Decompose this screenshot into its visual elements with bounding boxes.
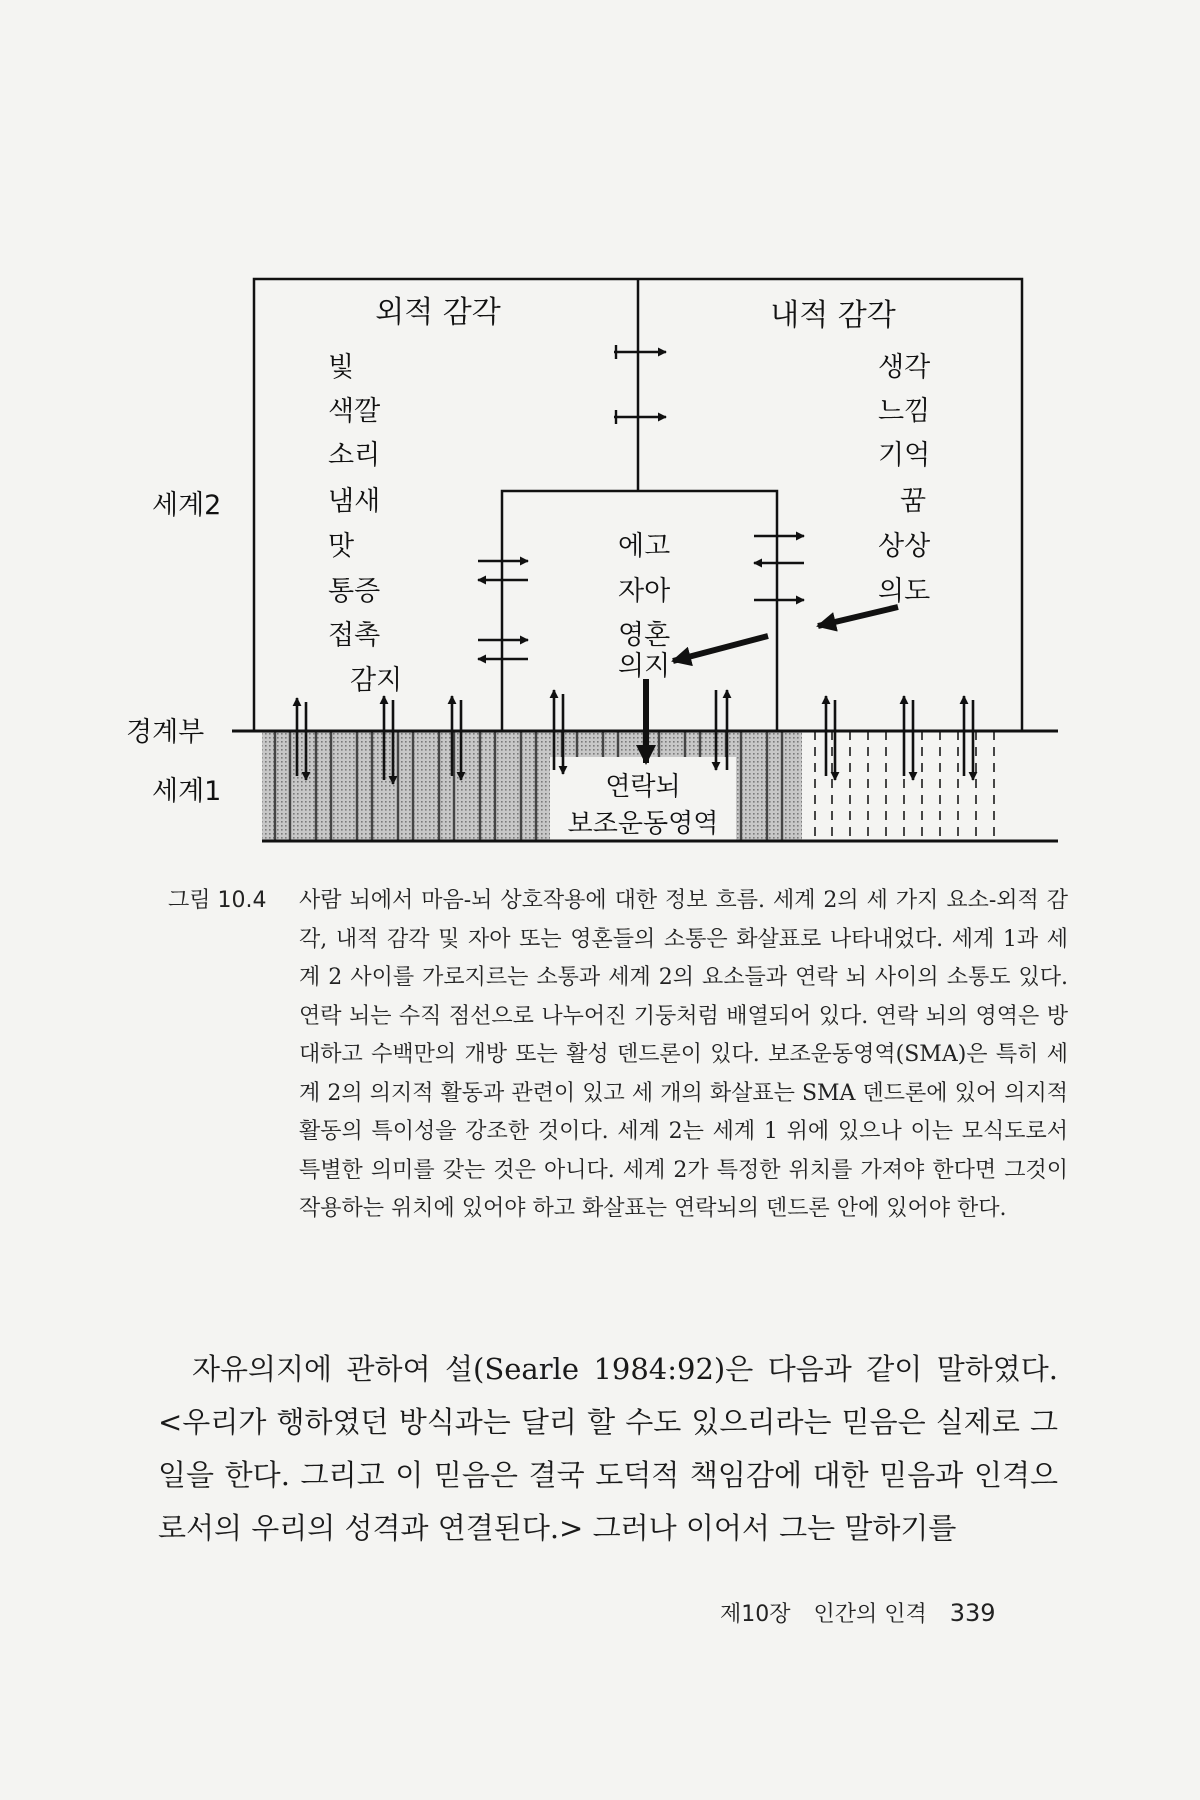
sma-label: 보조운동영역 — [567, 809, 719, 839]
two-way-arrow — [964, 696, 973, 780]
self-item: 영혼 — [618, 620, 671, 651]
outer-inner-arrow — [614, 345, 666, 359]
self-inner-arrow — [754, 536, 804, 600]
outer-item: 접촉 — [328, 620, 381, 651]
two-way-arrow — [904, 696, 913, 780]
volition-arrow — [673, 636, 768, 661]
page-footer — [720, 1597, 996, 1628]
two-way-arrow — [826, 696, 835, 780]
self-item: 자아 — [618, 576, 671, 607]
outer-item: 감지 — [350, 665, 403, 696]
outer-item: 통증 — [328, 576, 381, 607]
outer-inner-arrow — [614, 410, 666, 424]
inner-item: 의도 — [878, 576, 931, 607]
page-number: 339 — [949, 1599, 996, 1627]
outer-item: 색깔 — [328, 396, 381, 427]
mind-brain-diagram — [0, 0, 1200, 870]
volition-arrow — [818, 607, 898, 626]
inner-item: 상상 — [878, 531, 931, 562]
communication-arrows — [478, 345, 804, 659]
figure-caption — [168, 882, 1068, 1229]
body-text — [158, 1343, 1058, 1555]
inner-item: 생각 — [878, 352, 931, 383]
world1-label: 세계1 — [152, 776, 222, 807]
liaison-brain-label: 연락뇌 — [605, 772, 681, 802]
chapter-number: 제10장 — [720, 1602, 791, 1627]
outer-item: 빛 — [328, 352, 355, 383]
paragraph: 자유의지에 관하여 설(Searle 1984:92)은 다음과 같이 말하였다. <우리가 행하였던 방식과는 달리 할 수도 있으리라는 믿음은 실제로 그 일을 한다. 그리고 이 믿음은 결국 도덕적 책임감에 대한 믿음과 인격으로서의 우리의 성격과 연결된다.> 그러나 이어서 그는 말하기를 — [158, 1352, 1058, 1545]
world2-label: 세계2 — [152, 490, 222, 521]
inner-item: 꿈 — [900, 486, 927, 517]
chapter-title: 인간의 인격 — [813, 1602, 927, 1627]
self-item: 에고 — [618, 531, 671, 562]
boundary-label: 경계부 — [126, 717, 205, 748]
outer-item: 소리 — [328, 440, 381, 471]
outer-item: 맛 — [328, 531, 355, 562]
inner-sense-heading: 내적 감각 — [770, 298, 896, 333]
figure-number: 그림 10.4 — [168, 888, 267, 913]
caption-text: 사람 뇌에서 마음-뇌 상호작용에 대한 정보 흐름. 세계 2의 세 가지 요소-외적 감각, 내적 감각 및 자아 또는 영혼들의 소통은 화살표로 나타내었다. 세계 1과 세계 2 사이를 가로지르는 소통과 세계 2의 요소들과 연락 뇌 사이의 소통도 있다. 연락 뇌는 수직 점선으로 나누어진 기둥처럼 배열되어 있다. 연락 뇌의 영역은 방대하고 수백만의 개방 또는 활성 덴드론이 있다. 보조운동영역(SMA)은 특히 세계 2의 의지적 활동과 관련이 있고 세 개의 화살표는 SMA 덴드론에 있어 의지적 활동의 특이성을 강조한 것이다. 세계 2는 세계 1 위에 있으나 이는 모식도로서 특별한 의미를 갖는 것은 아니다. 세계 2가 특정한 위치를 가져야 한다면 그것이 작용하는 위치에 있어야 하고 화살표는 연락뇌의 덴드론 안에 있어야 한다. — [299, 888, 1068, 1221]
outer-sense-heading: 외적 감각 — [375, 295, 501, 330]
inner-item: 기억 — [878, 440, 931, 471]
self-item: 의지 — [618, 651, 671, 682]
outer-item: 냄새 — [328, 486, 381, 517]
inner-item: 느낌 — [878, 396, 931, 427]
